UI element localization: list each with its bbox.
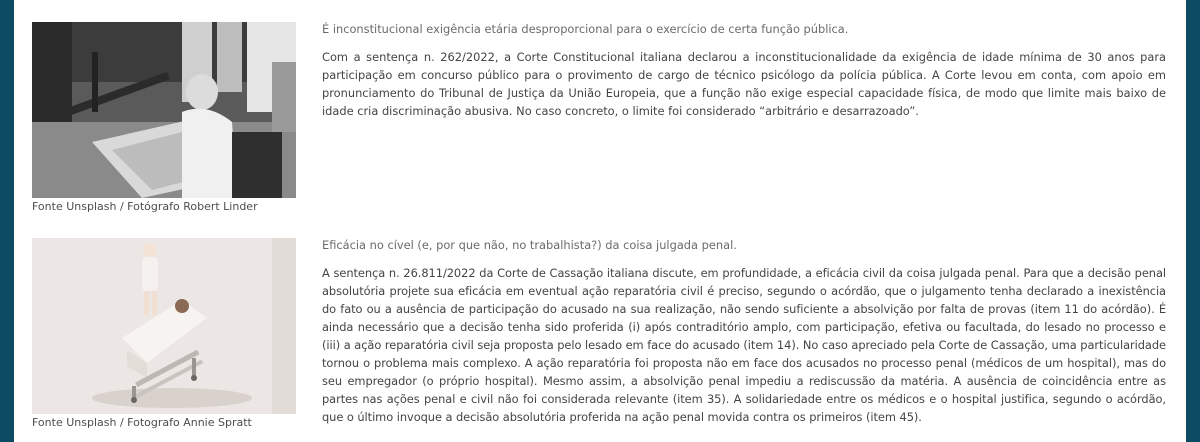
article-body: A sentença n. 26.811/2022 da Corte de Cassação italiana discute, em profundidade, a eficácia civil da coisa julgada penal. Para que a decisão penal absolutória projete sua eficácia em eventual ação reparatória civil é preciso, segundo o acórdão, que o julgamento tenha declarado a inexistência do fato ou a ausência de participação do acusado na sua realização, não sendo suficiente a absolvição por falta de provas (item 11 do acórdão). É ainda necessário que a decisão tenha sido proferida (i) após contraditório amplo, com participação, efetiva ou facultada, do lesado no processo e (iii) a ação reparatória civil seja proposta pelo lesado em face do acusado (item 14). No caso apreciado pela Corte de Cassação, uma particularidade tornou o problema mais complexo. A ação reparatória foi proposta não em face dos acusados no processo penal (médicos de um hospital), mas do seu empregador (o próprio hospital). Mesmo assim, a absolvição penal impediu a rediscussão da matéria. A ausência de coincidência entre as partes nas ações penal e civil não foi considerada relevante (item 35). A solidariedade entre os médicos e o hospital justifica, segundo o acórdão, que o último invoque a decisão absolutória proferida na ação penal movida contra os primeiros (item 45). <box>322 266 1166 424</box>
article-text <box>322 238 1166 426</box>
toy-nurse-hospital-bed-photo <box>32 238 296 414</box>
photo-caption: Fonte Unsplash / Fotógrafo Robert Linder <box>32 200 258 213</box>
photo-caption: Fonte Unsplash / Fotografo Annie Spratt <box>32 416 252 429</box>
article-body: Com a sentença n. 262/2022, a Corte Constitucional italiana declarou a inconstitucionalidade da exigência de idade mínima de 30 anos para participação em concurso público para o provimento de cargo de técnico psicólogo da polícia pública. A Corte levou em conta, com apoio em pronunciamento do Tribunal de Justiça da União Europeia, que a função não exige especial capacidade física, de modo que limite mais baixo de idade cria discriminação abusiva. No caso concreto, o limite foi considerado “arbitrário e desarrazoado”. <box>322 50 1166 118</box>
man-reading-map-photo <box>32 22 296 198</box>
content-page <box>14 0 1186 442</box>
article-text <box>322 22 1166 120</box>
article-headline: É inconstitucional exigência etária desproporcional para o exercício de certa função pública. <box>322 22 849 36</box>
article-headline: Eficácia no cível (e, por que não, no trabalhista?) da coisa julgada penal. <box>322 238 737 252</box>
